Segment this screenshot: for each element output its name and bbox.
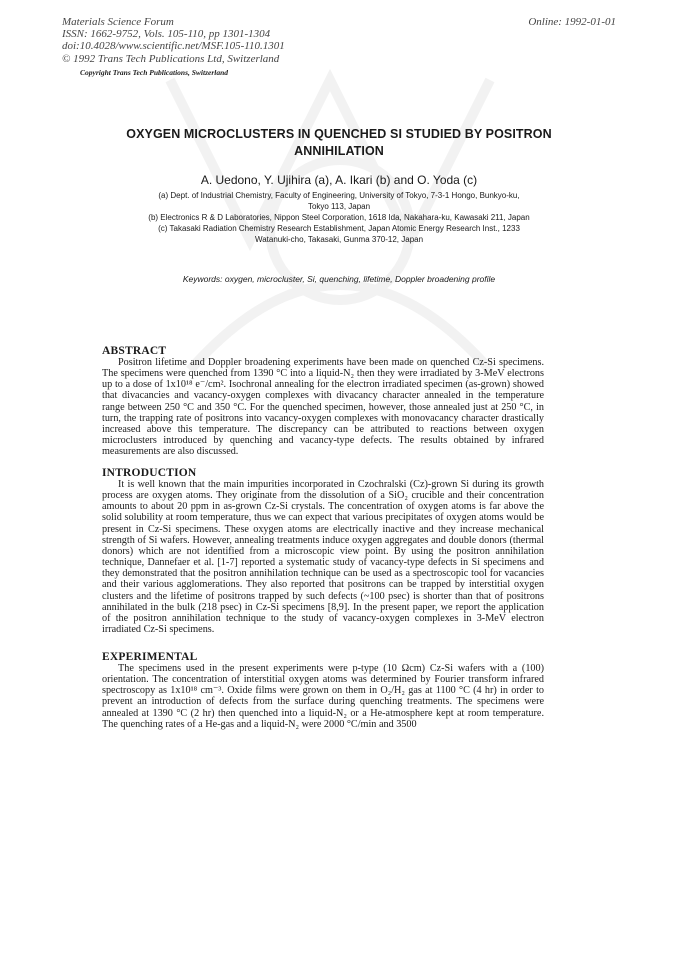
affiliation-line: (a) Dept. of Industrial Chemistry, Faculty of Engineering, University of Tokyo, 7-3-1 Hongo, Bunkyo-ku, [158, 191, 520, 200]
publisher-copyright: Copyright Trans Tech Publications, Switzerland [80, 68, 229, 77]
journal-name: Materials Science Forum [62, 16, 174, 28]
affiliations [80, 190, 598, 245]
affiliation-line: Tokyo 113, Japan [307, 202, 371, 211]
issn-line: ISSN: 1662-9752, Vols. 105-110, pp 1301-1304 [62, 28, 271, 41]
abstract-text: Positron lifetime and Doppler broadening experiments have been made on quenched Cz-Si specimens. The specimens were quenched from 1390 °C into a liquid-N₂ then they were irradiated by 3-MeV electrons up to a dose of 1x10¹⁸ e⁻/cm². Isochronal annealing for the electron irradiated specimen (as-grown) showed that divacancies and vacancy-oxygen complexes with divacancy character annealed in the temperature range between 250 °C and 350 °C. For the quenched specimen, however, those annealed just at 250 °C, in turn, the trapping rate of positrons into vacancy-oxygen complexes with monovacancy character drastically increased above this temperature. The discrepancy can be attributed to reactions between oxygen microclusters introduced by quenching and vacancy-type defects. The results obtained by infrared measurements are also discussed. [102, 357, 544, 458]
journal-metadata [62, 16, 285, 65]
abstract-section [102, 345, 544, 457]
abstract-heading: ABSTRACT [102, 345, 167, 357]
affiliation-line: (c) Takasaki Radiation Chemistry Research Establishment, Japan Atomic Energy Research Inst., 1233 [158, 224, 520, 233]
introduction-text: It is well known that the main impurities incorporated in Czochralski (Cz)-grown Si during its growth process are oxygen atoms. They originate from the dissolution of a SiO₂ crucible and their concentration amounts to about 20 ppm in as-grown Cz-Si crystals. The concentration of oxygen atoms is far above the solid solubility at room temperature, thus we can expect that various precipitates of oxygen atoms would be present in Cz-Si specimens. These oxygen atoms are electrically inactive and they increase mechanical strength of Si wafers. However, annealing treatments induce oxygen aggregates and double donors (thermal donors) which are not identified from a microscopic view point. By using the positron annihilation technique, Dannefaer et al. [1-7] reported a systematic study of vacancy-type defects in Si specimens and they demonstrated that the positron annihilation technique can be used as a spectroscopic tool for vacancies and their various agglomerations. They also reported that positrons can be trapped by interstitial oxygen clusters and the lifetime of positrons trapped by such defects (~100 psec) is shorter than that of positrons annihilated in the bulk (218 psec) in Cz-Si specimens [8,9]. In the present paper, we report the application of the positron annihilation technique to the study of vacancy-oxygen complexes in 3-MeV electron irradiated Cz-Si specimens. [102, 479, 544, 636]
experimental-text: The specimens used in the present experiments were p-type (10 Ωcm) Cz-Si wafers with a (100) orientation. The concentration of interstitial oxygen atoms was determined by Fourier transform infrared spectroscopy as 1x10¹⁸ cm⁻³. Oxide films were grown on them in O₂/H₂ gas at 1100 °C (4 hr) in order to prevent an introduction of defects from the surface during quenching treatments. The specimens were annealed at 1390 °C (2 hr) then quenched into a liquid-N₂ or a He-atmosphere kept at room temperature. The quenching rates of a He-gas and a liquid-N₂ were 2000 °C/min and 3500 [102, 663, 544, 730]
introduction-heading: INTRODUCTION [102, 467, 197, 479]
keywords: Keywords: oxygen, microcluster, Si, quenching, lifetime, Doppler broadening profile [182, 274, 496, 284]
copyright-line: © 1992 Trans Tech Publications Ltd, Switzerland [62, 52, 280, 65]
experimental-section [102, 651, 544, 730]
affiliation-line: (b) Electronics R & D Laboratories, Nippon Steel Corporation, 1618 Ida, Nakahara-ku, Kawasaki 211, Japan [148, 213, 530, 222]
affiliation-line: Watanuki-cho, Takasaki, Gunma 370-12, Japan [254, 235, 424, 244]
introduction-section [102, 467, 544, 635]
author-list: A. Uedono, Y. Ujihira (a), A. Ikari (b) and O. Yoda (c) [200, 173, 478, 187]
paper-title: OXYGEN MICROCLUSTERS IN QUENCHED SI STUDIED BY POSITRON ANNIHILATION [126, 127, 552, 158]
online-date: Online: 1992-01-01 [528, 16, 616, 28]
experimental-heading: EXPERIMENTAL [102, 651, 198, 663]
doi-line[interactable]: doi:10.4028/www.scientific.net/MSF.105-110.1301 [62, 40, 285, 53]
